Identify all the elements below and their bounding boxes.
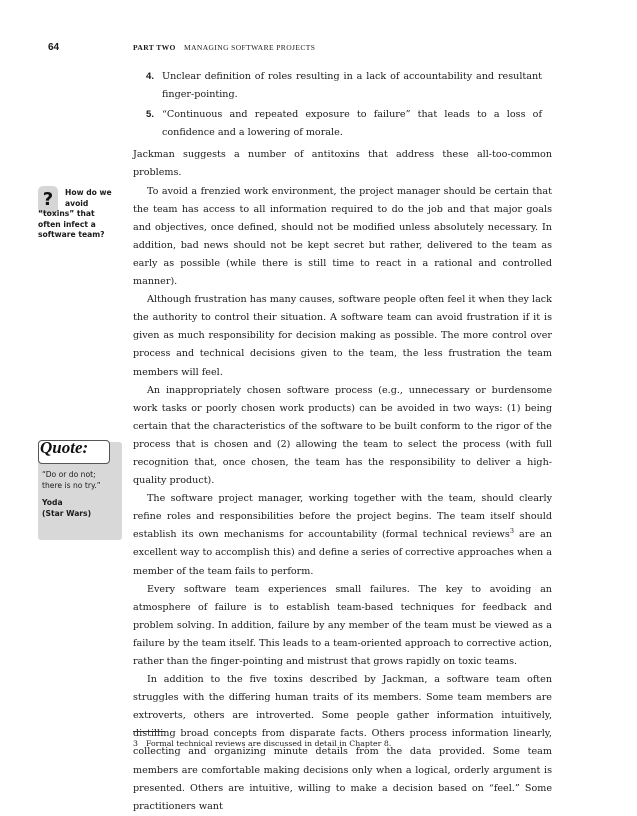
part-label: PART TWO <box>133 43 176 52</box>
list-item-text: Unclear definition of roles resulting in a lack of accountability and resultant finger-pointing. <box>162 71 542 101</box>
paragraph: Every software team experiences small failures. The key to avoiding an atmosphere of failure is to establish team-based techniques for feedback and problem solving. In addition, failure by any member of the team must be viewed as a failure by the team itself. This leads to a team-oriented approach to corrective action, rather than the finger-pointing and mistrust that grows rapidly on toxic teams. <box>133 583 552 667</box>
paragraph: An inappropriately chosen software process (e.g., unnecessary or burdensome work tasks or poorly chosen work products) can be avoided in two ways: (1) being certain that the characteristics of the software to be built conform to the rigor of the process that is chosen and (2) allowing the team to select the process (with full recognition that, once chosen, the team has the responsibility to deliver a high-quality product). <box>133 384 552 487</box>
list-item <box>133 68 552 104</box>
part-title: MANAGING SOFTWARE PROJECTS <box>184 43 316 52</box>
list-item-number: 4. <box>146 71 155 82</box>
paragraph: In addition to the five toxins described by Jackman, a software team often struggles with the differing human traits of its members. Some team members are extroverts, others are introverted. Some people gather information intuitively, distilling broad concepts from disparate facts. Others process information linearly, collecting and organizing minute details from the data provided. Some team members are comfortable making decisions only when a logical, orderly argument is presented. Others are intuitive, willing to make a decision based on “feel.” Some practitioners want <box>133 674 552 812</box>
page-number: 64 <box>48 42 60 53</box>
list-item-number: 5. <box>146 109 155 121</box>
paragraph: Jackman suggests a number of antitoxins that address these all-too-common problems. <box>133 149 552 179</box>
numbered-list <box>133 68 552 142</box>
footnote <box>133 738 552 749</box>
footnote-divider <box>133 731 165 732</box>
footnote-reference[interactable]: 3 <box>509 527 514 536</box>
body-text-column <box>133 68 552 816</box>
paragraph: Although frustration has many causes, software people often feel it when they lack the authority to control their situation. A software team can avoid frustration if it is given as much responsibility for decision making as possible. The more control over process and technical decisions given to the team, the less frustration the team members will feel. <box>133 294 552 378</box>
running-header <box>0 42 637 56</box>
list-item <box>133 106 552 142</box>
paragraph: To avoid a frenzied work environment, the project manager should be certain that the team has access to all information required to do the job and that major goals and objectives, once defined, should not be modified unless absolutely necessary. In addition, bad news should not be kept secret but rather, delivered to the team as early as possible (while there is still time to react in a rational and controlled manner). <box>133 185 552 288</box>
footnote-number: 3 <box>133 739 138 748</box>
paragraph: The software project manager, working together with the team, should clearly refine roles and responsibilities before the project begins. The team itself should establish its own mechanisms for accountability (formal technical reviews$^3$ are an excellent way to accomplish this) and define a series of corrective approaches when a member of the team fails to perform. <box>133 493 553 577</box>
quote-title: Quote: <box>40 438 89 457</box>
running-head <box>133 43 315 52</box>
question-mark-icon: ? <box>38 186 58 214</box>
margin-question-note <box>38 186 123 246</box>
quote-attribution: Yoda (Star Wars) <box>42 498 92 518</box>
quote-text: “Do or do not; there is no try.” <box>42 470 101 490</box>
footnote-text: Formal technical reviews are discussed in detail in Chapter 8. <box>145 739 392 748</box>
margin-question-text: How do we avoid “toxins” that often infect a software team? <box>38 188 112 240</box>
list-item-text: “Continuous and repeated exposure to failure” that leads to a loss of confidence and a lowering of morale. <box>162 109 542 139</box>
